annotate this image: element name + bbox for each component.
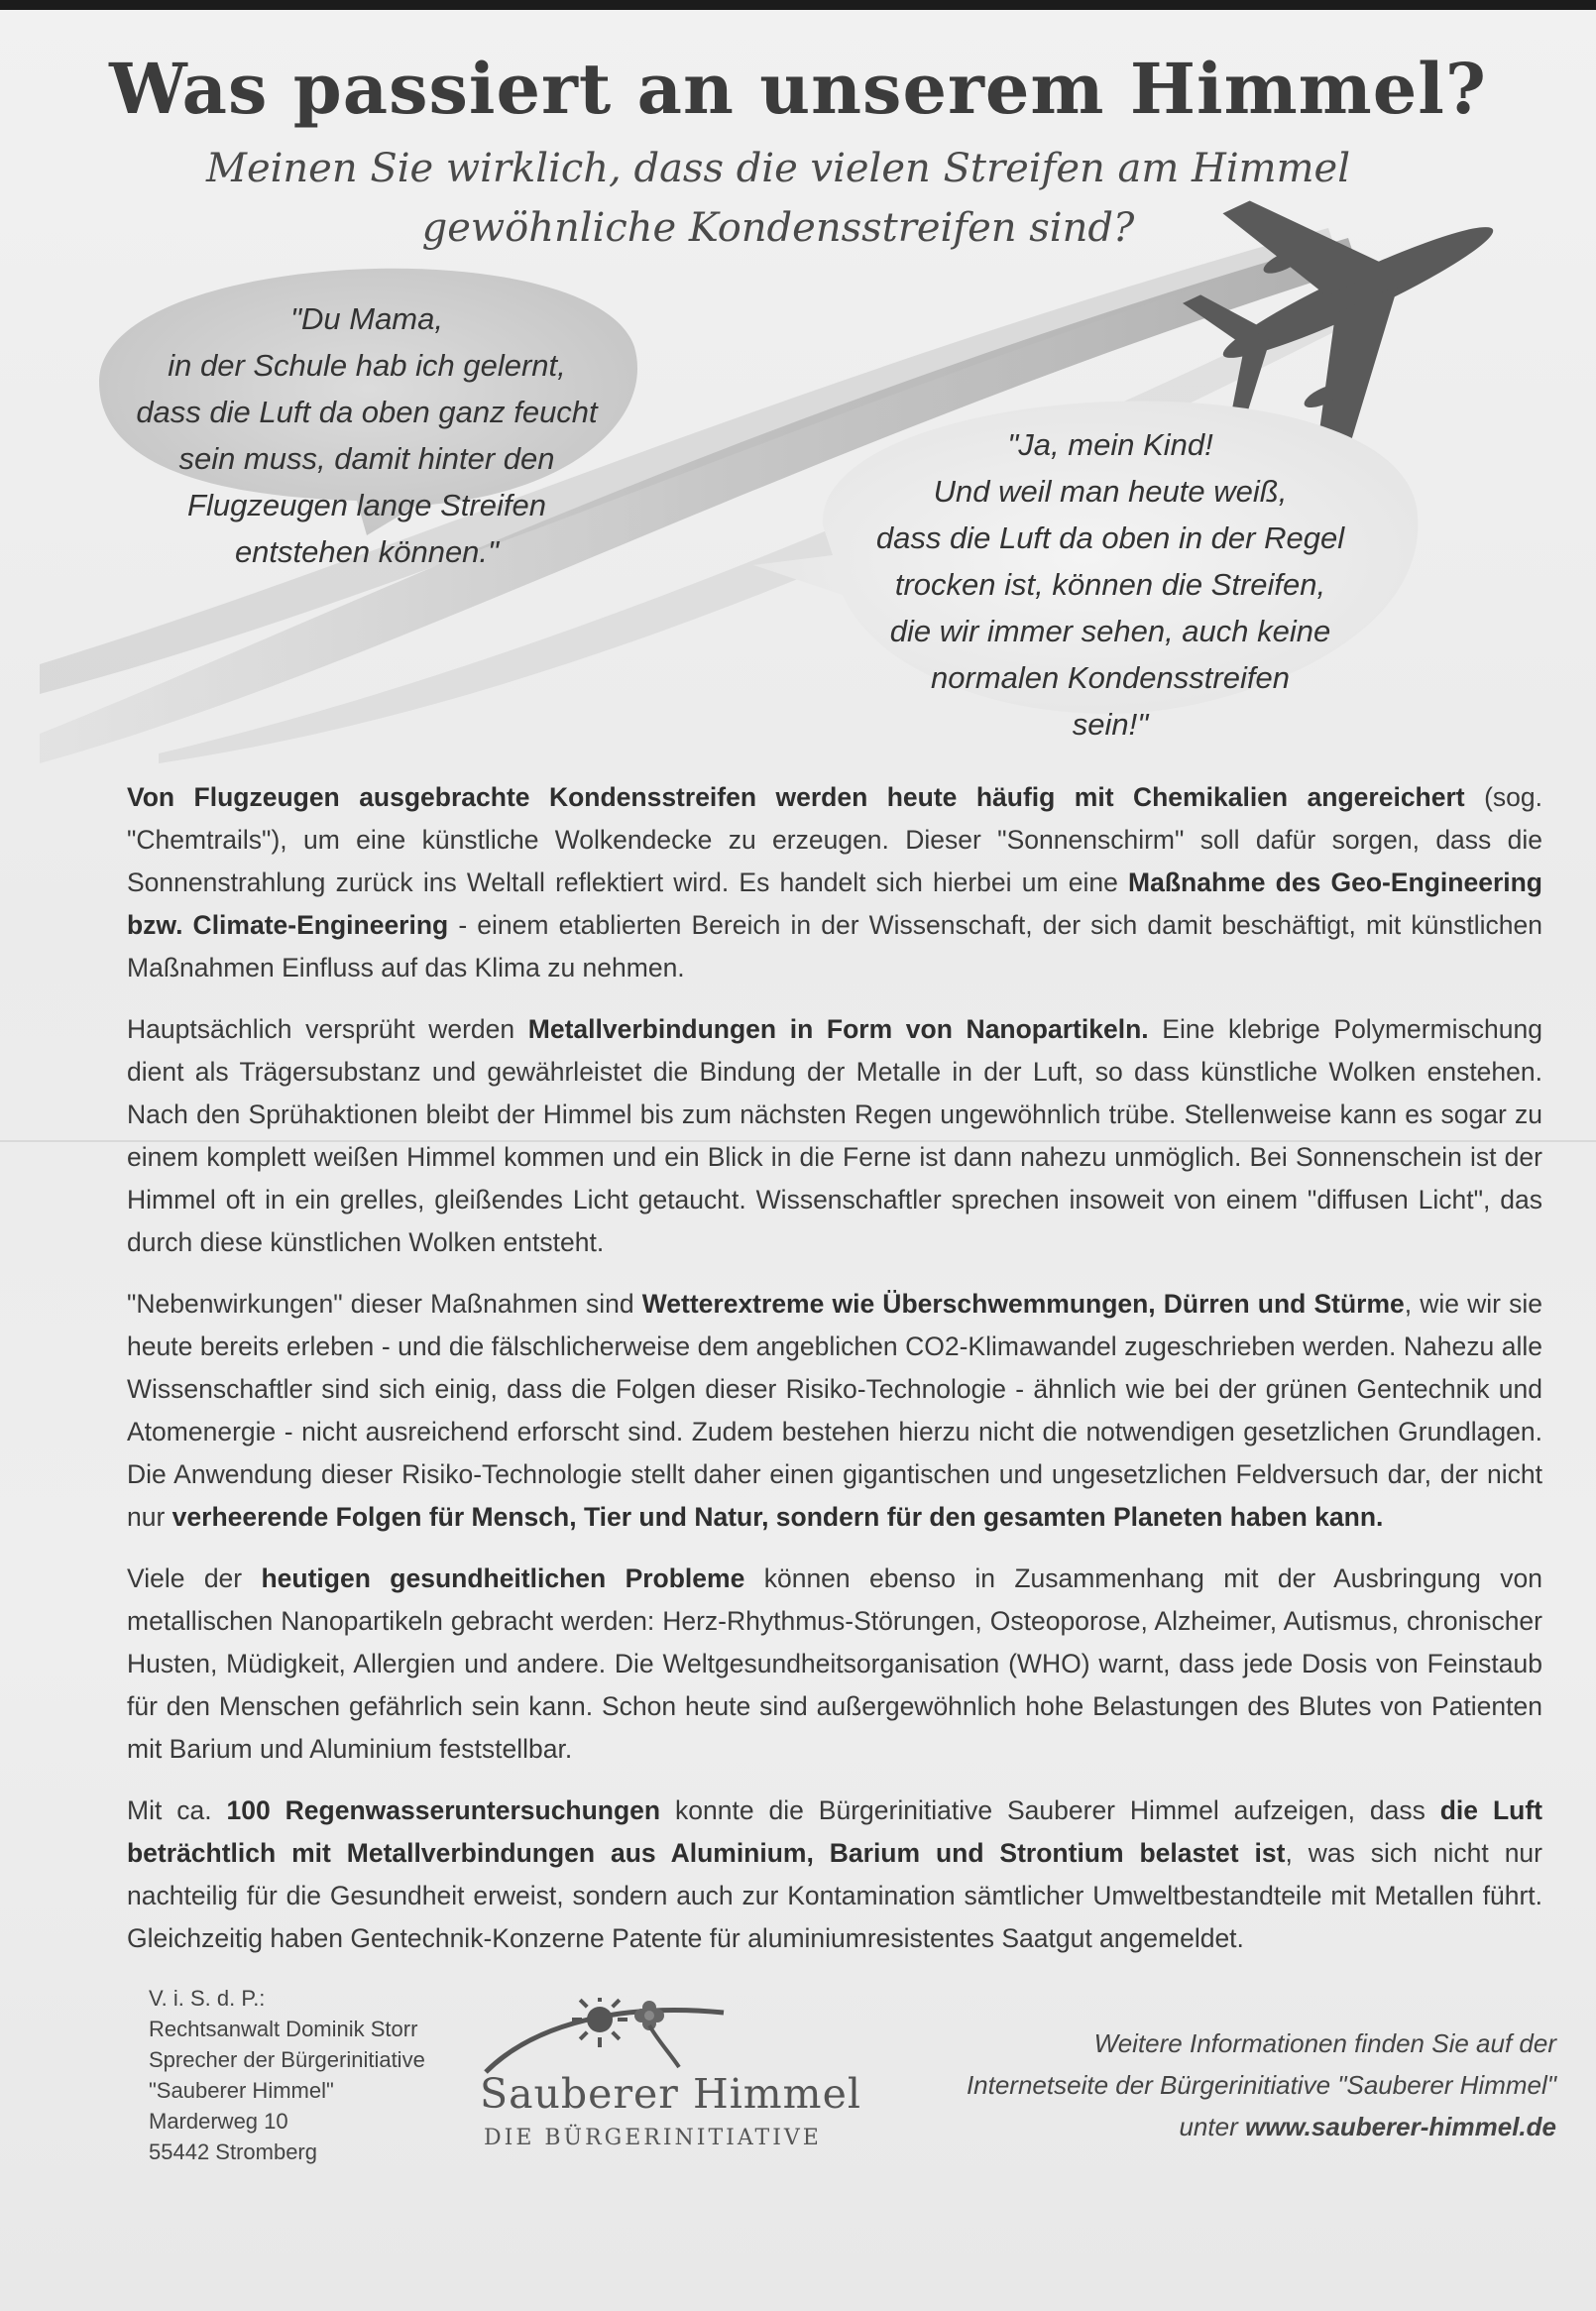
scan-edge	[0, 0, 1596, 10]
imprint-line: Sprecher der Bürgerinitiative	[149, 2047, 425, 2072]
paragraph-1: Von Flugzeugen ausgebrachte Kondensstreifen werden heute häufig mit Chemikalien angereichert (sog. "Chemtrails"), um eine künstliche Wolkendecke zu erzeugen. Dieser "Sonnenschirm" soll dafür sorgen, dass die Sonnenstrahlung zurück ins Weltall reflektiert wird. Es handelt sich hierbei um eine Maßnahme des Geo-Engineering bzw. Climate-Engineering - einem etablierten Bereich in der Wissenschaft, der sich damit beschäftigt, mit künstlichen Maßnahmen Einfluss auf das Klima zu nehmen.	[127, 782, 1542, 982]
logo-subtitle: DIE BÜRGERINITIATIVE	[484, 2126, 822, 2150]
more-info	[892, 2022, 1556, 2147]
subtitle-line-2: gewöhnliche Kondensstreifen sind?	[421, 205, 1135, 251]
speech-bubble-left-text: "Du Mama, in der Schule hab ich gelernt, dass die Luft da oben ganz feucht sein muss, damit hinter den Flugzeugen lange Streifen entstehen können."	[136, 301, 598, 569]
imprint	[149, 1983, 486, 2167]
imprint-line: Rechtsanwalt Dominik Storr	[149, 2017, 418, 2041]
imprint-line: "Sauberer Himmel"	[149, 2078, 334, 2103]
imprint-line: 55442 Stromberg	[149, 2139, 317, 2164]
paragraph-5: Mit ca. 100 Regenwasseruntersuchungen konnte die Bürgerinitiative Sauberer Himmel aufzeigen, dass die Luft beträchtlich mit Metallverbindungen aus Aluminium, Barium und Strontium belastet ist, was sich nicht nur nachteilig für die Gesundheit erweist, sondern auch zur Kontamination sämtlicher Umweltbestandteile mit Metallen führt. Gleichzeitig haben Gentechnik-Konzerne Patente für aluminiumresistentes Saatgut angemeldet.	[127, 1795, 1542, 1953]
more-info-line-3: unter www.sauberer-himmel.de	[1179, 2112, 1556, 2141]
subtitle-line-1: Meinen Sie wirklich, dass die vielen Streifen am Himmel	[205, 146, 1350, 191]
paragraph-4: Viele der heutigen gesundheitlichen Probleme können ebenso in Zusammenhang mit der Ausbringung von metallischen Nanopartikeln gebracht werden: Herz-Rhythmus-Störungen, Osteoporose, Alzheimer, Autismus, chronischer Husten, Müdigkeit, Allergien und andere. Die Weltgesundheitsorganisation (WHO) warnt, dass jede Dosis von Feinstaub für den Menschen gefährlich sein kann. Schon heute sind außergewöhnlich hohe Belastungen des Blutes von Patienten mit Barium und Aluminium feststellbar.	[127, 1563, 1542, 1764]
imprint-line: Marderweg 10	[149, 2109, 288, 2134]
logo-name: Sauberer Himmel	[480, 2070, 861, 2118]
paragraph-3: "Nebenwirkungen" dieser Maßnahmen sind Wetterextreme wie Überschwemmungen, Dürren und Stürme, wie wir sie heute bereits erleben - und die fälschlicherweise dem angeblichen CO2-Klimawandel zugeschrieben werden. Nahezu alle Wissenschaftler sind sich einig, dass die Folgen dieser Risiko-Technologie - ähnlich wie bei der grünen Gentechnik und Atomenergie - nicht ausreichend erforscht sind. Zudem bestehen hierzu nicht die notwendigen gesetzlichen Grundlagen. Die Anwendung dieser Risiko-Technologie stellt daher einen gigantischen und ungesetzlichen Feldversuch dar, der nicht nur verheerende Folgen für Mensch, Tier und Natur, sondern für den gesamten Planeten haben kann.	[127, 1289, 1542, 1532]
speech-bubble-right-text: "Ja, mein Kind! Und weil man heute weiß, dass die Luft da oben in der Regel trocken ist, können die Streifen, die wir immer sehen, auch keine normalen Kondensstreifen sein!"	[875, 427, 1345, 742]
article-body	[127, 776, 1542, 1979]
imprint-line: V. i. S. d. P.:	[149, 1986, 266, 2011]
more-info-line-1: Weitere Informationen finden Sie auf der	[1093, 2028, 1556, 2058]
page-title: Was passiert an unserem Himmel?	[109, 48, 1487, 130]
more-info-line-2: Internetseite der Bürgerinitiative "Sauberer Himmel"	[966, 2070, 1556, 2100]
paragraph-2: Hauptsächlich versprüht werden Metallverbindungen in Form von Nanopartikeln. Eine klebrige Polymermischung dient als Trägersubstanz und gewährleistet die Bindung der Metalle in der Luft, so dass künstliche Wolken enstehen. Nach den Sprühaktionen bleibt der Himmel bis zum nächsten Regen ungewöhnlich trübe. Stellenweise kann es sogar zu einem komplett weißen Himmel kommen und ein Blick in die Ferne ist dann nahezu unmöglich. Bei Sonnenschein ist der Himmel oft in ein grelles, gleißendes Licht getaucht. Wissenschaftler sprechen insoweit von einem "diffusen Licht", das durch diese künstlichen Wolken entsteht.	[127, 1014, 1542, 1257]
website-link[interactable]: www.sauberer-himmel.de	[1244, 2112, 1556, 2141]
